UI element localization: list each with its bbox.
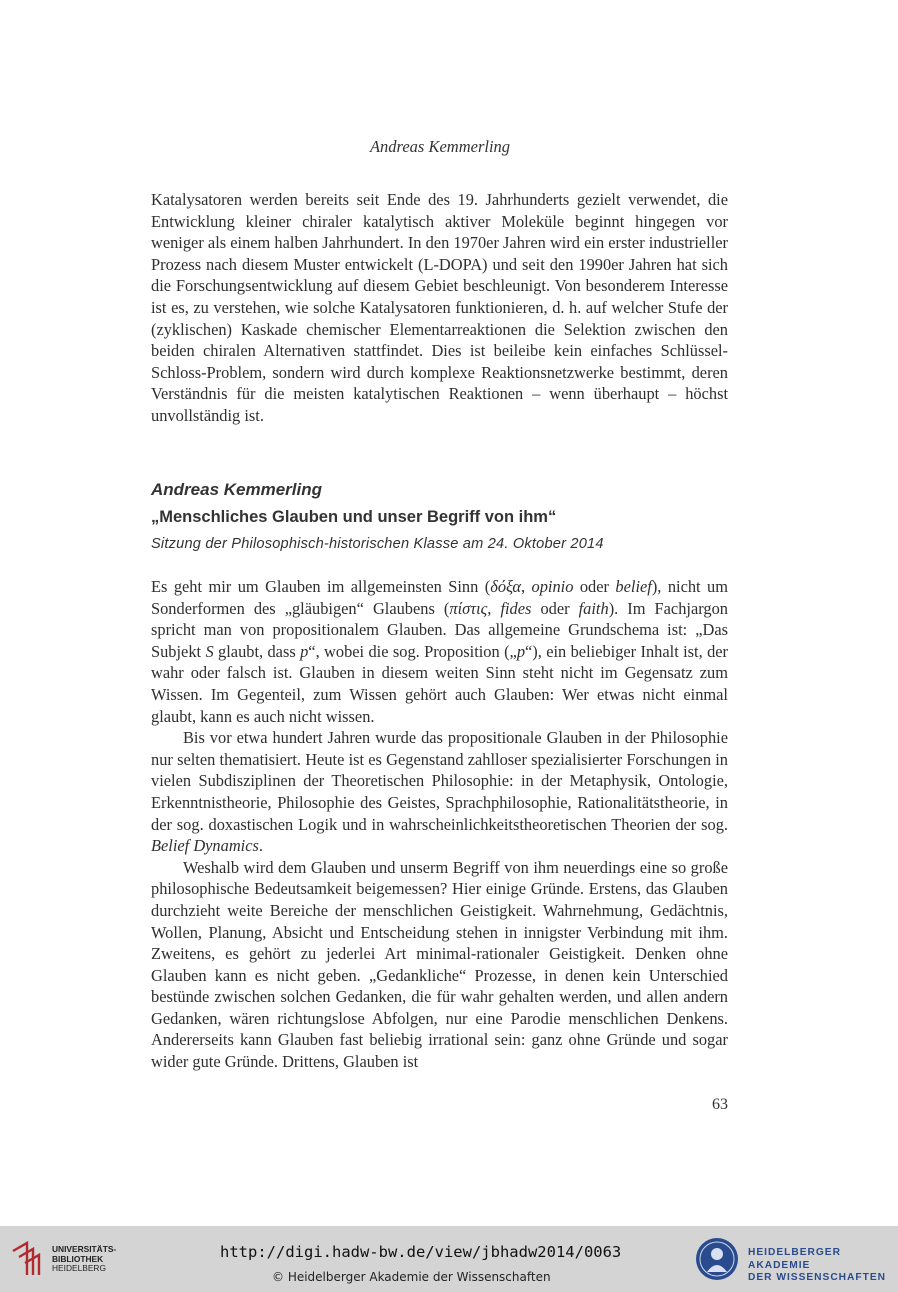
running-head: Andreas Kemmerling [369,137,511,156]
copyright-notice: © Heidelberger Akademie der Wissenschaften [272,1270,551,1284]
academy-name: HEIDELBERGER AKADEMIE DER WISSENSCHAFTEN [748,1247,886,1284]
permalink-url[interactable]: http://digi.hadw-bw.de/view/jbhadw2014/0063 [220,1243,622,1261]
university-library-logo-icon [9,1237,51,1279]
article-body [151,576,728,1073]
article-session: Sitzung der Philosophisch-historischen Klasse am 24. Oktober 2014 [151,536,604,552]
body-paragraph-1: Es geht mir um Glauben im allgemeinsten Sinn (δόξα, opinio oder belief), nicht um Sonderformen des „gläubigen“ Glaubens (πίστις, fides oder faith). Im Fachjargon spricht man von propositionalem Glauben. Das allgemeine Grundschema ist: „Das Subjekt S glaubt, dass p“, wobei die sog. Proposition („p“), ein beliebiger Inhalt ist, der wahr oder falsch ist. Glauben in diesem weiten Sinn steht nicht im Gegensatz zum Wissen. Im Gegenteil, zum Wissen gehört auch Glauben: Wer etwas nicht einmal glaubt, kann es auch nicht wissen. [151,577,729,726]
page-number: 63 [712,1096,728,1113]
article-title: „Menschliches Glauben und unser Begriff von ihm“ [151,508,557,526]
body-paragraph-2: Bis vor etwa hundert Jahren wurde das propositionale Glauben in der Philosophie nur selten thematisiert. Heute ist es Gegenstand zahlloser spezialisierter Forschungen in vielen Subdisziplinen der Theoretischen Philosophie: in der Metaphysik, Ontologie, Erkenntnistheorie, Philosophie des Geistes, Sprachphilosophie, Rationalitätstheorie, in der sog. doxastischen Logik und in wahrscheinlichkeitstheoretischen Theorien der sog. Belief Dynamics. [151,728,728,856]
university-library-name: UNIVERSITÄTS- BIBLIOTHEK HEIDELBERG [52,1244,117,1274]
body-paragraph-3: Weshalb wird dem Glauben und unserm Begriff von ihm neuerdings eine so große philosophische Bedeutsamkeit beigemessen? Hier einige Gründe. Erstens, das Glauben durchzieht weite Bereiche der menschlichen Geistigkeit. Wahrnehmung, Gedächtnis, Wollen, Planung, Absicht und Entscheidung stehen in innigster Verbindung mit ihm. Zweitens, es gehört zu jederlei Art minimal-rationaler Geistigkeit. Denken ohne Glauben kann es nicht geben. „Gedankliche“ Prozesse, in denen kein Unterschied bestünde zwischen solchen Gedanken, die für wahr gehalten werden, und allen andern Gedanken, wären richtungslose Abfolgen, nur eine Parodie menschlichen Denkens. Andererseits kann Glauben fast beliebig irrational sein: ganz ohne Gründe und sogar wider gute Gründe. Drittens, Glauben ist [151,857,728,1072]
intro-paragraph-text: Katalysatoren werden bereits seit Ende des 19. Jahrhunderts gezielt verwendet, die Entwicklung kleiner chiraler katalytisch aktiver Moleküle beginnt hingegen vor weniger als einem halben Jahrhundert. In den 1970er Jahren wird ein erster industrieller Prozess nach diesem Muster entwickelt (L-DOPA) und seit den 1990er Jahren hat sich die Forschungsentwicklung auf diesem Gebiet beschleunigt. Von besonderem Interesse ist es, zu verstehen, wie solche Katalysatoren funktionieren, d. h. auf welcher Stufe der (zyklischen) Kaskade chemischer Elementarreaktionen die Selektion zwischen den beiden chiralen Alternativen stattfindet. Dies ist beileibe kein einfaches Schlüssel-Schloss-Problem, sondern wird durch komplexe Reaktionsnetzwerke bestimmt, deren Verständnis für die meisten katalytischen Reaktionen – wenn überhaupt – höchst unvollständig ist. [151,190,728,425]
viewer-footer [0,1226,898,1292]
academy-seal-icon [694,1236,740,1282]
intro-paragraph [151,189,728,427]
article-author: Andreas Kemmerling [151,480,322,499]
